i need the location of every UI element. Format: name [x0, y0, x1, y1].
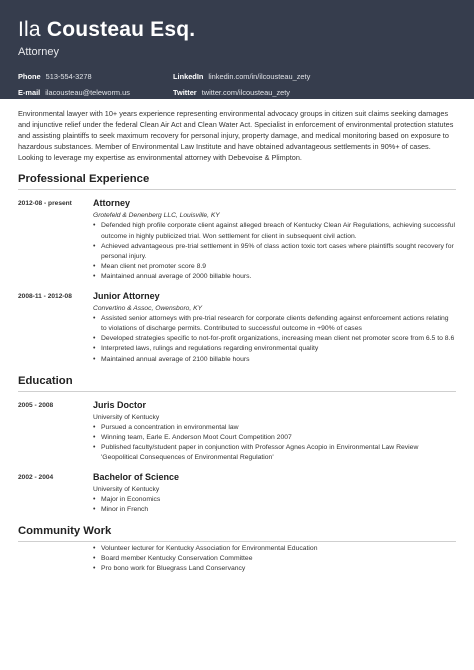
entry-bullets — [93, 314, 456, 365]
entry-date: 2008-11 - 2012-08 — [18, 292, 72, 300]
list-item: • Winning team, Earle E. Anderson Moot Court Competition 2007 — [93, 433, 456, 443]
summary-paragraph: Environmental lawyer with 10+ years experience representing environmental advocacy groups in citizen suit claims seeking damages and injunctive relief under the federal Clean Air Act and Clean Water Act. Specialist in enforcement of environmental protection statutes and assisting plaintiffs to seek maximum recovery for personal injury, property damage, and medical monitoring based on exposure to hazardous substances. Member of Environmental Law Institute and have obtained advantageous settlements in 90%+ of cases. Looking to leverage my expertise as environmental attorney with Debevoise & Plimpton. — [18, 109, 454, 163]
list-item: • Assisted senior attorneys with pre-trial research for corporate clients defending against enforcement actions relating to violations of discharge permits. Contributed to successful outcome in +90% of cases — [93, 314, 456, 334]
list-item: • Pursued a concentration in environmental law — [93, 423, 456, 433]
experience-entry — [18, 198, 456, 282]
entry-role: Attorney — [93, 198, 131, 209]
twitter-link[interactable]: twitter.com/ilcousteau_zety — [201, 87, 291, 97]
education-entry — [18, 400, 456, 464]
entry-school: University of Kentucky — [93, 413, 160, 421]
resume-body — [0, 108, 474, 575]
list-item: • Defended high profile corporate client against alleged breach of Kentucky Clean Air Regulations, achieving successful outcome in highly publicized trial. Won settlement for client in subsequent civil action. — [93, 221, 456, 241]
contact-row — [18, 84, 458, 100]
entry-role: Junior Attorney — [93, 290, 160, 301]
section-heading-education: Education — [18, 375, 456, 392]
first-name: Ila — [18, 18, 41, 41]
education-entry — [18, 472, 456, 515]
entry-bullets — [93, 423, 456, 464]
entry-school: University of Kentucky — [93, 485, 160, 493]
list-item: • Major in Economics — [93, 495, 456, 505]
email-link[interactable]: ilacousteau@teleworm.us — [45, 87, 130, 97]
entry-date: 2005 - 2008 — [18, 401, 54, 409]
twitter-label: Twitter — [173, 87, 197, 97]
community-bullets — [93, 544, 456, 575]
entry-degree: Juris Doctor — [93, 399, 147, 410]
list-item: • Published faculty/student paper in conjunction with Professor Agnes Acopio in Environmental Law Review 'Geopolitical Consequences of Environmental Regulation' — [93, 443, 456, 463]
phone-value: 513-554-3278 — [45, 71, 92, 81]
experience-entry — [18, 291, 456, 365]
last-name: Cousteau Esq. — [46, 18, 196, 41]
list-item: • Pro bono work for Bluegrass Land Conservancy — [93, 564, 456, 574]
entry-degree: Bachelor of Science — [93, 471, 180, 482]
resume-header — [0, 0, 474, 99]
list-item: • Minor in French — [93, 505, 456, 515]
list-item: • Developed strategies specific to not-for-profit organizations, increasing mean client net promoter score from 6.5 to 8.6 — [93, 334, 456, 344]
entry-organization: Grotefeld & Denenberg LLC, Louisville, KY — [93, 212, 220, 220]
linkedin-label: LinkedIn — [173, 71, 204, 81]
contact-info — [18, 68, 458, 100]
email-label: E-mail — [18, 87, 41, 97]
list-item: • Interpreted laws, rulings and regulations regarding environmental quality — [93, 344, 456, 354]
entry-date: 2002 - 2004 — [18, 473, 54, 481]
candidate-name — [18, 18, 456, 42]
job-title: Attorney — [18, 46, 59, 58]
contact-row — [18, 68, 458, 84]
linkedin-link[interactable]: linkedin.com/in/ilcousteau_zety — [208, 71, 311, 81]
list-item: • Mean client net promoter score 8.9 — [93, 262, 456, 272]
entry-bullets — [93, 495, 456, 515]
phone-label: Phone — [18, 71, 41, 81]
list-item: • Maintained annual average of 2100 billable hours — [93, 355, 456, 365]
list-item: • Achieved advantageous pre-trial settlement in 95% of class action toxic tort cases where plaintiffs sought recovery for personal injury. — [93, 242, 456, 262]
list-item: • Maintained annual average of 2000 billable hours. — [93, 272, 456, 282]
list-item: • Volunteer lecturer for Kentucky Association for Environmental Education — [93, 544, 456, 554]
list-item: • Board member Kentucky Conservation Committee — [93, 554, 456, 564]
section-heading-community: Community Work — [18, 525, 456, 542]
entry-organization: Convertino & Assoc, Owensboro, KY — [93, 304, 203, 312]
section-heading-experience: Professional Experience — [18, 173, 456, 190]
entry-date: 2012-08 - present — [18, 200, 72, 208]
entry-bullets — [93, 221, 456, 282]
